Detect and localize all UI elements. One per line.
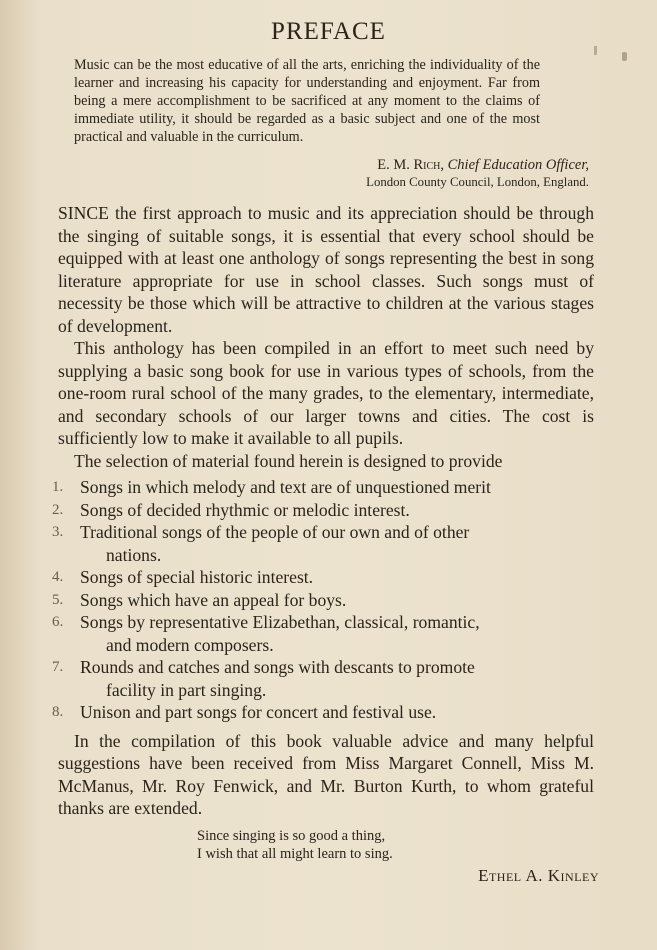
paragraph: SINCE the first approach to music and its appreciation should be through the singing of suitable songs, it is essential that every school should be equipped with at least one anthology of songs representing the best in song literature appropriate for use in school classes. Such songs must of necessity be those which will be attractive to children at the various stages of development. (58, 203, 594, 336)
epigraph-author: E. M. Rich, (377, 157, 445, 173)
list-number: 8. (52, 704, 64, 720)
list-item-text: Songs which have an appeal for boys. (80, 589, 347, 610)
page-title: PREFACE (271, 18, 386, 45)
list-item-continuation: and modern composers. (106, 634, 274, 655)
list-item-text: Songs of special historic interest. (80, 567, 314, 587)
list-item-text: Songs in which melody and text are of unquestioned merit (80, 477, 491, 497)
list-item (52, 476, 594, 499)
list-item (52, 589, 594, 612)
list-number: 3. (52, 524, 64, 540)
list-item-text: Songs by representative Elizabethan, classical, romantic, (80, 612, 480, 632)
paragraph: The selection of material found herein is designed to provide (74, 450, 503, 471)
closing-verse (197, 827, 393, 863)
epigraph-attribution (366, 157, 589, 191)
list-item (52, 701, 594, 724)
list-item (52, 656, 594, 701)
selection-list (52, 476, 594, 724)
author-signature: Ethel A. Kinley (478, 866, 599, 885)
list-number: 2. (52, 501, 64, 518)
epigraph-place: London County Council, London, England. (366, 175, 589, 189)
list-number: 1. (52, 479, 64, 495)
list-item-text: Unison and part songs for concert and festival use. (80, 702, 437, 722)
list-item (52, 521, 594, 566)
list-number: 6. (52, 614, 64, 630)
list-item (52, 566, 594, 589)
closing-paragraph: In the compilation of this book valuable advice and many helpful suggestions have been received from Miss Margaret Connell, Miss M. McManus, Mr. Roy Fenwick, and Mr. Burton Kurth, to whom grateful thanks are extended. (58, 730, 594, 818)
list-item-text: Rounds and catches and songs with descants to promote (80, 657, 475, 677)
list-number: 5. (52, 591, 64, 608)
epigraph-quote: Music can be the most educative of all the arts, enriching the individuality of the learner and increasing his capacity for understanding and enjoyment. Far from being a mere accomplishment to be sacrificed at any moment to the claims of immediate utility, it should be regarded as a basic subject and one of the most practical and valuable in the curriculum. (74, 57, 540, 145)
verse-line: I wish that all might learn to sing. (197, 846, 393, 862)
paragraph: This anthology has been compiled in an effort to meet such need by supplying a basic song book for use in various types of schools, from the one-room rural school of the many grades, to the elementary, intermediate, and secondary schools of our larger towns and cities. The cost is sufficiently low to make it available to all pupils. (58, 338, 594, 448)
list-number: 7. (52, 659, 64, 675)
list-item-continuation: facility in part singing. (106, 679, 267, 700)
page-blemish (594, 46, 597, 55)
page-blemish (622, 52, 627, 61)
list-item-text: Songs of decided rhythmic or melodic interest. (80, 499, 410, 520)
list-item (52, 499, 594, 522)
list-item-continuation: nations. (106, 544, 162, 565)
list-item (52, 611, 594, 656)
verse-line: Since singing is so good a thing, (197, 828, 386, 844)
preface-body (52, 202, 594, 820)
list-item-text: Traditional songs of the people of our own and of other (80, 522, 470, 542)
epigraph-author-title: Chief Education Officer, (447, 157, 589, 173)
list-number: 4. (52, 569, 64, 585)
